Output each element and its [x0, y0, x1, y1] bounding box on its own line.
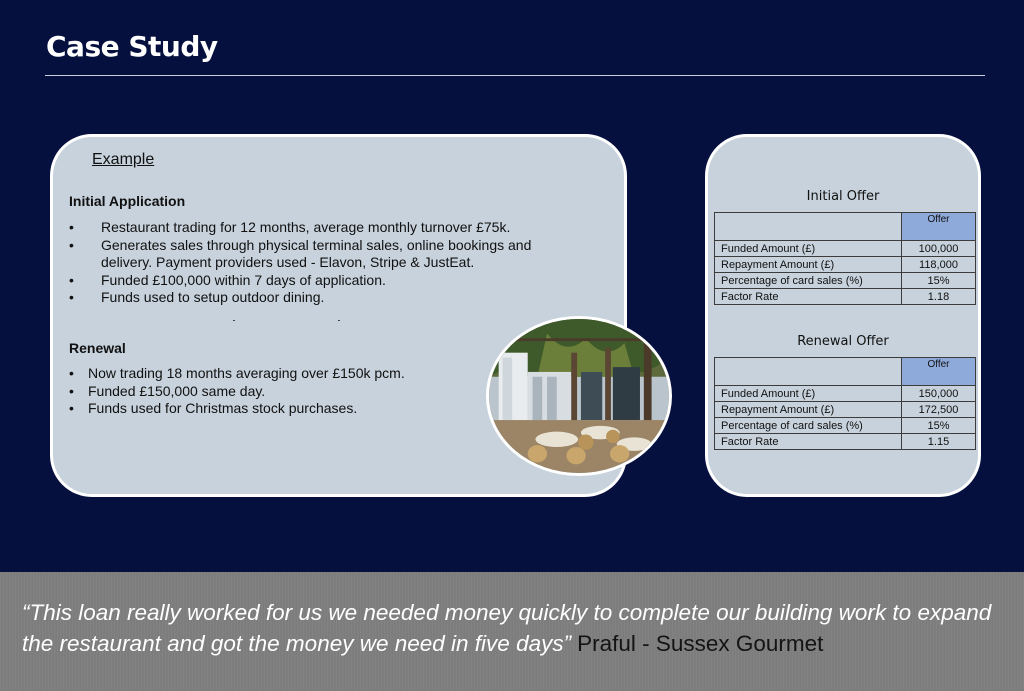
row-value: 118,000	[902, 257, 976, 273]
row-label: Repayment Amount (£)	[715, 257, 902, 273]
row-label: Funded Amount (£)	[715, 241, 902, 257]
renewal-offer-title: Renewal Offer	[797, 334, 889, 349]
initial-offer-title: Initial Offer	[806, 189, 880, 204]
list-item: • Funds used for Christmas stock purchases.	[69, 400, 405, 418]
list-item: • Funds used to setup outdoor dining.	[69, 289, 569, 307]
decorative-dot	[338, 320, 340, 321]
list-item: • Now trading 18 months averaging over £150k pcm.	[69, 365, 405, 383]
row-value: 100,000	[902, 241, 976, 257]
table-header-blank	[715, 213, 902, 241]
table-header-row	[715, 213, 976, 241]
table-row	[715, 418, 976, 434]
testimonial-author: Praful - Sussex Gourmet	[577, 631, 824, 656]
row-label: Percentage of card sales (%)	[715, 273, 902, 289]
testimonial-quote: “This loan really worked for us we needed money quickly to complete our building work to expand the restaurant and got the money we need in five days”	[22, 600, 992, 656]
renewal-list	[69, 365, 405, 418]
list-item: • Restaurant trading for 12 months, average monthly turnover £75k.	[69, 219, 569, 237]
list-item: • Generates sales through physical terminal sales, online bookings and delivery. Payment providers used - Elavon, Stripe & JustEat.	[69, 237, 539, 272]
row-value: 15%	[902, 273, 976, 289]
initial-offer-table	[714, 212, 976, 305]
list-item: • Funded £100,000 within 7 days of application.	[69, 272, 569, 290]
table-row	[715, 386, 976, 402]
row-label: Factor Rate	[715, 434, 902, 450]
page-title: Case Study	[46, 30, 218, 63]
table-row	[715, 273, 976, 289]
row-value: 150,000	[902, 386, 976, 402]
table-row	[715, 289, 976, 305]
restaurant-photo	[486, 316, 672, 476]
table-header-blank	[715, 358, 902, 386]
title-divider	[45, 75, 985, 76]
example-card	[50, 134, 627, 497]
row-label: Factor Rate	[715, 289, 902, 305]
table-row	[715, 402, 976, 418]
testimonial	[22, 597, 1012, 659]
table-row	[715, 241, 976, 257]
offers-card	[705, 134, 981, 497]
table-header-offer: Offer	[902, 358, 976, 386]
table-header-offer: Offer	[902, 213, 976, 241]
list-item: • Funded £150,000 same day.	[69, 383, 405, 401]
initial-application-list	[69, 219, 569, 307]
table-row	[715, 434, 976, 450]
row-label: Funded Amount (£)	[715, 386, 902, 402]
renewal-heading: Renewal	[69, 340, 126, 356]
row-value: 1.18	[902, 289, 976, 305]
row-value: 172,500	[902, 402, 976, 418]
restaurant-terrace-image	[489, 319, 669, 473]
example-heading: Example	[92, 151, 155, 168]
row-label: Percentage of card sales (%)	[715, 418, 902, 434]
row-label: Repayment Amount (£)	[715, 402, 902, 418]
row-value: 1.15	[902, 434, 976, 450]
table-row	[715, 257, 976, 273]
initial-application-heading: Initial Application	[69, 193, 186, 209]
table-header-row	[715, 358, 976, 386]
renewal-offer-table	[714, 357, 976, 450]
decorative-dot	[233, 320, 235, 321]
row-value: 15%	[902, 418, 976, 434]
